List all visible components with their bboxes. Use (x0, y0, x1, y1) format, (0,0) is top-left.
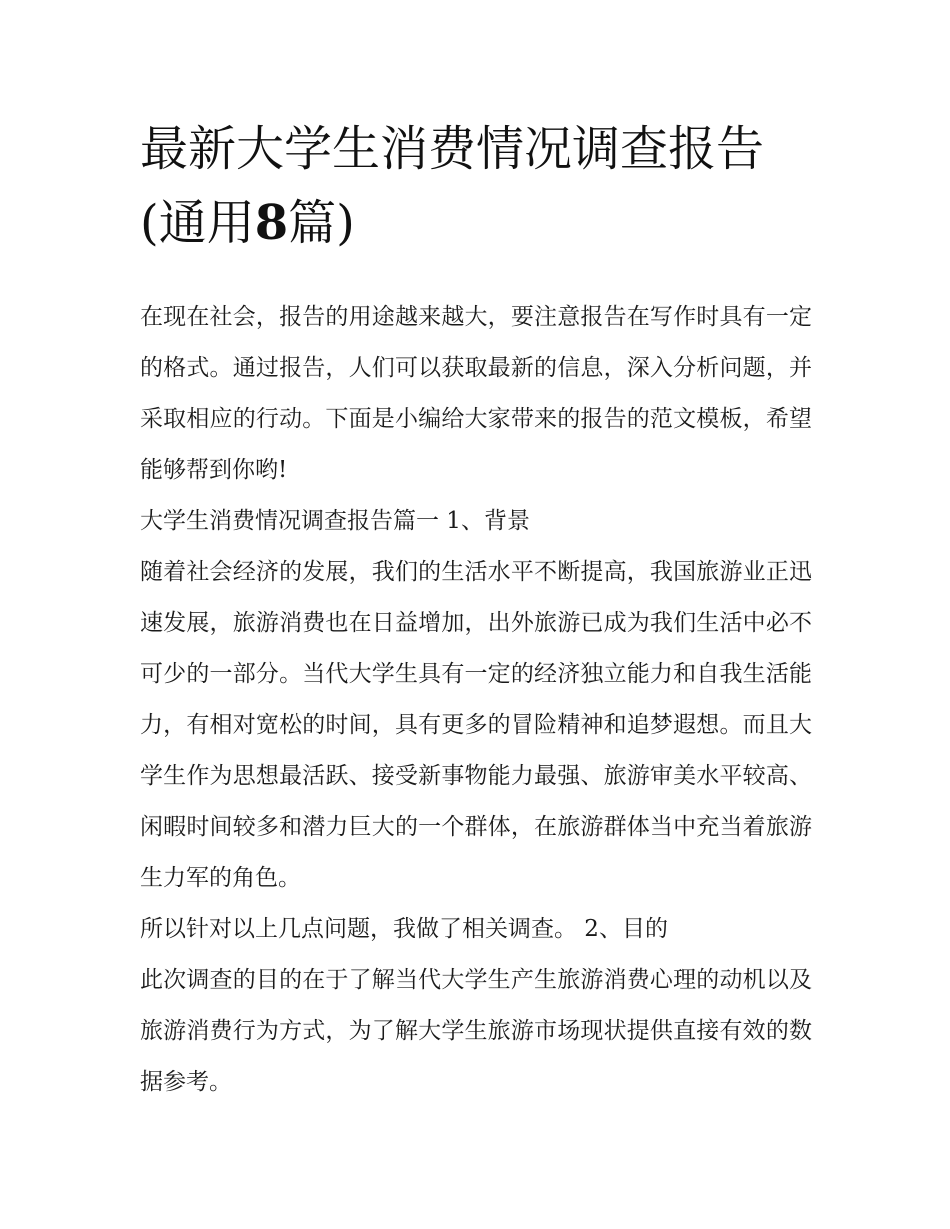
title-number: 8 (254, 195, 289, 251)
background-paragraph: 随着社会经济的发展，我们的生活水平不断提高，我国旅游业正迅速发展，旅游消费也在日益增加，出外旅游已成为我们生活中必不可少的一部分。当代大学生具有一定的经济独立能力和自我生活能力，有相对宽松的时间，具有更多的冒险精神和追梦遐想。而且大学生作为思想最活跃、接受新事物能力最强、旅游审美水平较高、闲暇时间较多和潜力巨大的一个群体，在旅游群体当中充当着旅游生力军的角色。 (140, 559, 812, 891)
title-main: 最新大学生消费情况调查报告 (140, 121, 765, 177)
section-heading-background: 大学生消费情况调查报告篇一 1、背景 (140, 508, 530, 534)
document-title (140, 112, 812, 260)
intro-paragraph: 在现在社会，报告的用途越来越大，要注意报告在写作时具有一定的格式。通过报告，人们可以获取最新的信息，深入分析问题，并采取相应的行动。下面是小编给大家带来的报告的范文模板，希望能够帮到你哟! (140, 304, 812, 483)
section-heading-purpose: 所以针对以上几点问题，我做了相关调查。 2、目的 (140, 916, 668, 942)
document-body (140, 112, 812, 1108)
title-paren-open: (通用 (140, 195, 255, 251)
title-paren-close: 篇) (288, 195, 355, 251)
purpose-paragraph: 此次调查的目的在于了解当代大学生产生旅游消费心理的动机以及旅游消费行为方式，为了解大学生旅游市场现状提供直接有效的数据参考。 (140, 967, 812, 1095)
